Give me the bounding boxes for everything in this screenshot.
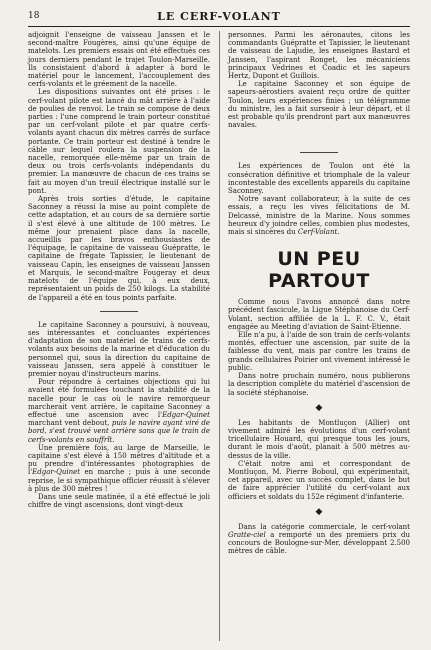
section-title: UN PEU PARTOUT [268,248,370,293]
spacer [228,129,410,143]
separator-rule [300,152,338,153]
paragraph [228,523,410,556]
paragraph [28,378,210,444]
diamond-ornament-icon: ◆ [315,506,323,517]
spacer [228,236,410,244]
text-run: a remporté un des premiers prix du concours de Boulogne-sur-Mer, développant 2.500 mètres de câble. [228,530,410,556]
left-column [28,31,210,509]
paragraph: adjoignit l'enseigne de vaisseau Janssen et le second-maître Fougères, ainsi qu'une équipe de matelots. Les premiers essais ont été effectués ces jours derniers pendant le trajet Toulon-Marseille. Ils consistaient d'abord à adapter à bord le matériel pour le lancement, l'accouplement des cerfs-volants et le gréement de la nacelle. [28,31,210,89]
paragraph: C'était notre ami et correspondant de Montluçon, M. Pierre Boboul, qui expérimentait, cet appareil, avec un succès complet, dans le but de faire apprécier l'utilité du cerf-volant aux officiers et soldats du 152e régiment d'infanterie. [228,459,410,501]
paragraph: Les habitants de Montluçon (Allier) ont vivement admiré les évolutions d'un cerf-volant tricellulaire Houard, qui presque tous les jours, durant le mois d'août, planait à 500 mètres au-dessus de la ville. [228,418,410,460]
column-divider [219,31,220,641]
journal-name: Cerf-Volant. [297,228,340,237]
diamond-ornament-icon: ◆ [315,402,323,413]
paragraph: Dans une seule matinée, il a été effectué le joli chiffre de vingt ascensions, dont vingt-deux [28,492,210,510]
paragraph: Les expériences de Toulon ont été la consécration définitive et triomphale de la valeur incontestable des excellents appareils du capitaine Saconney. [228,162,410,196]
paragraph: Elle n'a pu, à l'aide de son train de cerfs-volants montés, effectuer une ascension, par suite de la faiblesse du vent, mais par contre les trains de grands cellulaires Poirier ont vivement intéressé le public. [228,331,410,372]
paragraph: Le capitaine Saconney et son équipe de sapeurs-aérostiers avaient reçu ordre de quitter Toulon, leurs expériences finies ; un télégramme du ministre, les a fait surseoir à leur départ, et il est probable qu'ils prendront part aux manœuvres navales. [228,80,410,130]
paragraph: Comme nous l'avons annoncé dans notre précédent fascicule, la Ligue Stéphanoise du Cerf-Volant, section affiliée de la L. F. C. V., était engagée au Meeting d'aviation de Saint-Etienne. [228,298,410,331]
ship-name: Edgar-Quinet [32,468,81,477]
page-number: 18 [28,11,40,21]
paragraph: Après trois sorties d'étude, le capitaine Saconney a réussi la mise au point complète de cette adaptation, et au cours de sa dernière sortie il s'est élevé à une altitude de 100 mètres. Le même jour prenaient place dans la nacelle, accueillis par les bravos enthousiastes de l'équipage, le capitaine de vaisseau Guépratte, le capitaine de frégate Tapissier, le lieutenant de vaisseau Capin, les enseignes de vaisseau Janssen et Marquis, le second-maître Fougeray et deux matelots de l'équipe qui, à eux deux, représentaient un poids de 250 kilogs. La stabilité de l'appareil a été en tous points parfaite. [28,195,210,302]
paragraph: Les dispositions suivantes ont été prises : le cerf-volant pilote est lancé du mât arrière à l'aide de poulies de renvoi. Le train se compose de deux parties : l'une comprend le train porteur constitué par un cerf-volant pilote et par quatre cerfs-volants ayant chacun dix mètres carrés de surface portante. Ce train porteur est destiné à tendre le câble sur lequel roulera la suspension de la nacelle, remorquée elle-même par un train de deux ou trois cerfs-volants indépendants du premier. La manœuvre de chacun de ces trains se fait au moyen d'un treuil électrique installé sur le pont. [28,88,210,195]
text-run: Une première fois, au large de Marseille, le capitaine s'est élevé à 150 mètres d'altitude et a pu prendre d'intéressantes photographies de l' [28,443,210,477]
paragraph [228,195,410,236]
page-header [28,10,410,27]
italic-text: puis le navire ayant viré de bord, s'est trouvé vent arrière sans que le train de cerfs-volants en souffrît. [28,419,210,444]
separator-rule [100,311,138,312]
text-run: en marche ; puis à une seconde reprise, le si sympathique officier réussit à s'élever à plus de 300 mètres ! [28,468,210,493]
paragraph [28,444,210,493]
text-run: marchant vent debout, [28,419,112,428]
paragraph: Le capitaine Saconney a poursuivi, à nouveau, ses intéressantes et concluantes expériences d'adaptation de son matériel de trains de cerfs-volants aux besoins de la marine et d'éducation du personnel qui, sous la direction du capitaine de vaisseau Janssen, sera appelé à constituer le premier noyau d'instructeurs marins. [28,320,210,378]
paragraph: personnes. Parmi les aéronautes, citons les commandants Guépratte et Tapissier, le lieutenant de vaisseau de Lajudie, les enseignes Bastard et Janssen, l'aspirant Ronget, les mécaniciens principaux Vedrines et Coadic et les sapeurs Hertz, Dupont et Guillois. [228,31,410,81]
right-column [228,31,410,556]
text-run: Pour répondre à certaines objections qui lui avaient été formulées touchant la stabilité de la nacelle pour le cas où le navire remorqueur marcherait vent arrière, le capitaine Saconney a effectué une ascension avec l' [28,378,210,419]
text-run: Notre savant collaborateur, à la suite de ces essais, a reçu les vives félicitations de M. Delcassé, ministre de la Marine. Nous sommes heureux d'y joindre celles, combien plus modestes, mais si sincères du [228,195,410,237]
text-run: Dans la catégorie commerciale, le cerf-volant [238,522,410,531]
ship-name: Edgar-Quinet [162,410,210,419]
paragraph: Dans notre prochain numéro, nous publierons la description complète du matériel d'ascension de la société stéphanoise. [228,372,410,397]
kite-name: Gratte-ciel [228,530,266,539]
journal-title: LE CERF-VOLANT [157,10,281,23]
